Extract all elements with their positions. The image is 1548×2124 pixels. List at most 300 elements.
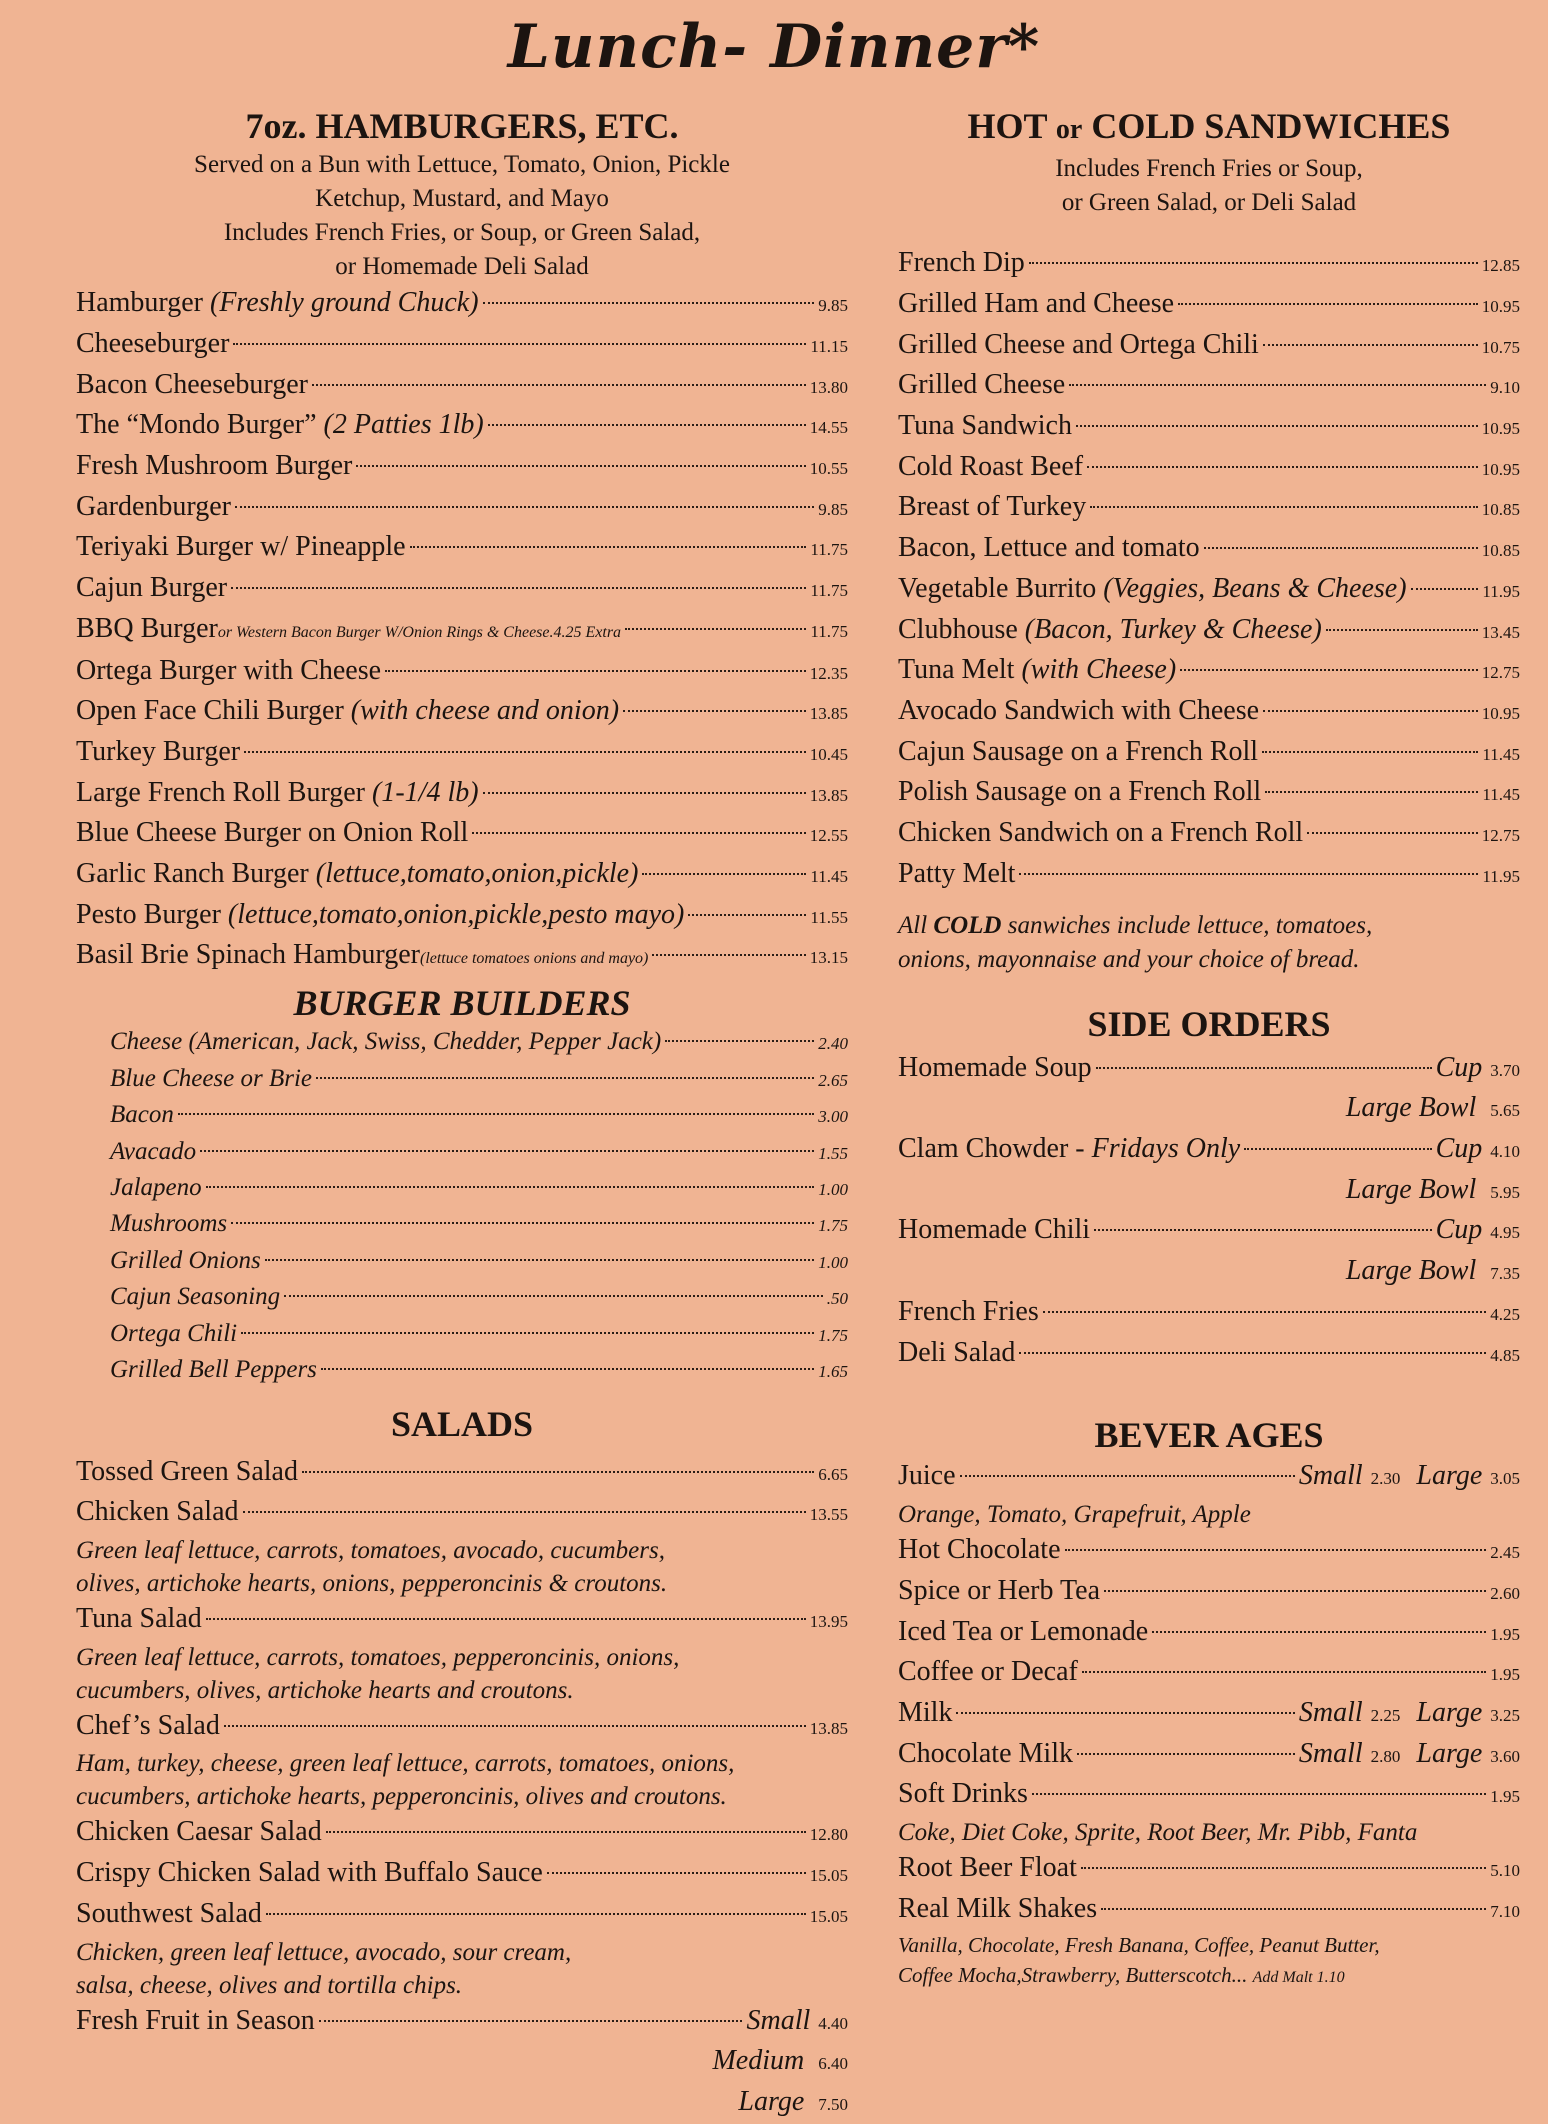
menu-item <box>76 610 848 652</box>
menu-item <box>898 1694 1520 1735</box>
leader-dots <box>483 302 815 304</box>
name-text: Cajun Burger <box>76 572 228 604</box>
leader-dots <box>321 1368 814 1370</box>
menu-item <box>898 692 1520 733</box>
item-note: (Bacon, Turkey & Cheese) <box>1024 613 1322 645</box>
item-name <box>898 448 1083 486</box>
item-price: .50 <box>826 1289 848 1309</box>
cold-sandwich-note <box>898 909 1520 977</box>
item-name <box>898 814 1303 852</box>
size-label: Large <box>1416 1460 1483 1492</box>
item-price: 7.50 <box>818 2094 848 2114</box>
item-note: or Western Bacon Burger W/Onion Rings & Cheese.4.25 Extra <box>217 623 622 641</box>
item-price: 15.05 <box>809 1906 848 1926</box>
item-price: 13.55 <box>809 1505 848 1525</box>
size-label: Large Bowl <box>1345 1092 1477 1124</box>
item-name: Hot Chocolate <box>898 1534 1061 1566</box>
leader-dots <box>385 670 806 672</box>
leader-dots <box>1265 791 1478 793</box>
item-price: 4.10 <box>1490 1142 1520 1162</box>
item-name <box>76 569 227 607</box>
name-text: Ortega Burger with Cheese <box>76 654 382 686</box>
leader-dots <box>200 1150 814 1152</box>
item-price: 10.45 <box>809 744 848 764</box>
leader-dots <box>483 792 806 794</box>
item-price: 1.00 <box>818 1252 848 1272</box>
leader-dots <box>1076 425 1478 427</box>
item-price: 6.65 <box>818 1464 848 1484</box>
intro-line: Includes French Fries or Soup, <box>1055 155 1363 183</box>
name-text: BBQ Burger <box>76 612 218 644</box>
size-label: Cup <box>1435 1214 1483 1246</box>
item-name <box>898 611 1322 649</box>
item-name <box>110 1062 312 1096</box>
menu-item <box>898 814 1520 855</box>
hamburgers-list <box>76 284 848 978</box>
menu-item <box>76 406 848 447</box>
item-price: 10.85 <box>1481 500 1520 520</box>
menu-item <box>898 285 1520 326</box>
item-description: olives, artichoke hearts, onions, pepperoncinis & croutons. <box>76 1569 668 1597</box>
item-price: 3.05 <box>1490 1469 1520 1489</box>
leader-dots <box>1096 1067 1432 1069</box>
item-name <box>110 1098 174 1132</box>
menu-item <box>76 1353 848 1389</box>
size-label: Small <box>1298 1696 1363 1728</box>
item-price: 9.85 <box>818 499 848 519</box>
title-part: or <box>1055 114 1083 145</box>
note-text: COLD <box>933 912 1002 940</box>
leader-dots <box>312 384 806 386</box>
item-price: 5.10 <box>1490 1861 1520 1881</box>
leader-dots <box>244 751 806 753</box>
name-text: Cold Roast Beef <box>898 450 1084 482</box>
salads-title: SALADS <box>390 1404 534 1445</box>
menu-item <box>76 936 848 978</box>
name-text: Tuna Melt <box>898 654 1015 686</box>
size-label: Medium <box>712 2045 805 2077</box>
menu-item <box>76 814 848 855</box>
leader-dots <box>1069 384 1486 386</box>
item-note: (lettuce tomatoes onions and mayo) <box>419 950 649 968</box>
sandwiches-list <box>898 244 1520 895</box>
name-text: Bacon Cheeseburger <box>76 368 308 400</box>
leader-dots <box>1326 629 1478 631</box>
item-description: cucumbers, olives, artichoke hearts and croutons. <box>76 1676 574 1704</box>
note-text: sanwiches include lettuce, tomatoes, <box>1007 912 1373 940</box>
leader-dots <box>243 1511 806 1513</box>
menu-item <box>898 1653 1520 1694</box>
menu-item <box>76 447 848 488</box>
item-description: Green leaf lettuce, carrots, tomatoes, pepperoncinis, onions, <box>76 1643 680 1671</box>
item-price: 15.05 <box>809 1866 848 1886</box>
leader-dots <box>233 343 806 345</box>
name-text: Pesto Burger <box>76 898 221 930</box>
menu-item <box>898 244 1520 285</box>
size-row <box>76 2042 848 2083</box>
item-note: (with Cheese) <box>1021 654 1177 686</box>
item-name <box>76 366 308 404</box>
item-price: 10.55 <box>809 459 848 478</box>
leader-dots <box>241 1332 814 1334</box>
sides-title: SIDE ORDERS <box>1087 1004 1331 1045</box>
name-text: Grilled Bell Peppers <box>110 1355 317 1383</box>
menu-item <box>76 896 848 937</box>
menu-item <box>76 488 848 529</box>
item-price: 5.65 <box>1490 1101 1520 1121</box>
menu-item <box>898 1849 1520 1890</box>
name-text: Turkey Burger <box>76 735 241 767</box>
menu-item <box>898 1613 1520 1654</box>
intro-line: or Green Salad, or Deli Salad <box>1061 189 1357 217</box>
leader-dots <box>956 1712 1294 1714</box>
leader-dots <box>1065 1549 1487 1551</box>
item-price: 13.80 <box>809 377 848 397</box>
leader-dots <box>1077 1753 1295 1755</box>
item-name: Milk <box>898 1696 953 1728</box>
item-note: (2 Patties 1lb) <box>323 409 484 441</box>
item-name <box>898 529 1200 567</box>
item-price: 11.95 <box>1482 866 1520 886</box>
leader-dots <box>1081 1867 1486 1869</box>
item-price: 11.75 <box>810 581 848 601</box>
item-name: Homemade Soup <box>898 1051 1092 1083</box>
leader-dots <box>206 1618 806 1620</box>
size-label: Small <box>746 2004 811 2036</box>
item-name: French Fries <box>898 1295 1039 1327</box>
item-price: 12.55 <box>809 826 848 846</box>
leader-dots <box>319 2020 743 2022</box>
item-price: 3.60 <box>1490 1746 1520 1766</box>
item-note: (lettuce,tomato,onion,pickle) <box>315 858 639 890</box>
item-price: 1.55 <box>818 1143 848 1163</box>
menu-item <box>76 1244 848 1280</box>
item-price: 1.00 <box>818 1179 848 1199</box>
menu-item <box>898 1735 1520 1776</box>
item-description: Orange, Tomato, Grapefruit, Apple <box>898 1501 1251 1529</box>
leader-dots <box>688 914 806 916</box>
menu-item <box>898 366 1520 407</box>
item-price: 1.75 <box>818 1216 848 1236</box>
item-name <box>898 855 1015 893</box>
item-name: Tossed Green Salad <box>76 1455 298 1487</box>
item-name: Chicken Salad <box>76 1496 239 1528</box>
item-name <box>898 733 1258 771</box>
item-price: 12.75 <box>1481 826 1520 846</box>
menu-item <box>898 651 1520 692</box>
leader-dots <box>623 710 806 712</box>
menu-item <box>898 1130 1520 1171</box>
item-price: 2.80 <box>1370 1746 1401 1766</box>
item-name: Homemade Chili <box>898 1214 1091 1246</box>
leader-dots <box>1263 710 1478 712</box>
name-text: Ortega Chili <box>110 1319 238 1347</box>
leader-dots <box>302 1471 814 1473</box>
item-price: 14.55 <box>809 418 848 438</box>
item-price: 7.35 <box>1490 1264 1520 1284</box>
name-text: Cajun Sausage on a French Roll <box>898 735 1259 767</box>
item-price: 6.40 <box>818 2054 848 2074</box>
name-text: The “Mondo Burger” <box>76 409 317 441</box>
menu-item <box>898 1572 1520 1613</box>
leader-dots <box>231 587 806 589</box>
size-label: Cup <box>1435 1051 1483 1083</box>
item-name <box>898 773 1261 811</box>
menu-item <box>898 733 1520 774</box>
item-price: 10.95 <box>1481 459 1520 479</box>
item-name: Chef’s Salad <box>76 1709 220 1741</box>
item-price: 1.95 <box>1490 1624 1520 1644</box>
menu-item <box>76 1135 848 1171</box>
item-price: 1.65 <box>818 1361 848 1381</box>
item-price: 3.25 <box>1490 1705 1520 1725</box>
item-name <box>898 570 1407 608</box>
description-text: Coffee Mocha,Strawberry, Butterscotch <box>898 1963 1232 1988</box>
item-price: 5.95 <box>1490 1182 1520 1202</box>
item-name: Tuna Salad <box>76 1602 202 1634</box>
item-description: Coffee Mocha,Strawberry, Butterscotch... Add Malt 1.10 <box>898 1963 1345 1988</box>
item-price: 11.45 <box>1482 785 1520 805</box>
name-text: Mushrooms <box>110 1210 228 1238</box>
item-price: 7.10 <box>1490 1901 1520 1921</box>
name-text: Grilled Onions <box>110 1246 261 1274</box>
item-price: 2.65 <box>818 1070 848 1090</box>
item-price: 2.25 <box>1370 1705 1401 1725</box>
item-price: 9.10 <box>1490 378 1520 398</box>
item-name: Real Milk Shakes <box>898 1892 1098 1924</box>
item-name <box>76 936 648 978</box>
menu-item <box>898 1775 1520 1816</box>
leader-dots <box>356 465 805 467</box>
beverages-title: BEVER AGES <box>1094 1415 1324 1456</box>
leader-dots <box>1094 1229 1431 1231</box>
item-price: 10.95 <box>1481 419 1520 438</box>
name-text: Cajun Seasoning <box>110 1283 281 1311</box>
intro-line: Served on a Bun with Lettuce, Tomato, Onion, Pickle <box>194 151 730 179</box>
item-name <box>76 610 621 652</box>
name-text: Basil Brie Spinach Hamburger <box>76 939 420 971</box>
item-name <box>898 407 1072 445</box>
leader-dots <box>1090 506 1478 508</box>
page-title: Lunch- Dinner* <box>507 12 1041 82</box>
item-price: 9.85 <box>818 296 848 316</box>
intro-line: Includes French Fries, or Soup, or Green Salad, <box>223 219 701 247</box>
name-text: Blue Cheese Burger on Onion Roll <box>76 817 469 849</box>
menu-item <box>898 611 1520 652</box>
item-name: Chocolate Milk <box>898 1737 1073 1769</box>
name-text: Bacon <box>110 1101 174 1129</box>
item-note: (with cheese and onion) <box>350 695 620 727</box>
name-text: Garlic Ranch Burger <box>76 858 309 890</box>
item-price: 11.15 <box>810 336 848 356</box>
name-text: Clubhouse <box>898 613 1018 645</box>
sandwiches-intro <box>898 152 1520 220</box>
size-row <box>76 2083 848 2124</box>
size-label: Large Bowl <box>1345 1173 1477 1205</box>
leader-dots <box>1043 1311 1486 1313</box>
menu-item <box>76 855 848 896</box>
leader-dots <box>652 954 805 956</box>
menu-item <box>898 1890 1520 1931</box>
menu-item <box>898 326 1520 367</box>
size-row <box>898 1252 1520 1293</box>
item-name: Iced Tea or Lemonade <box>898 1615 1149 1647</box>
item-price: 2.40 <box>818 1034 848 1054</box>
menu-item <box>76 528 848 569</box>
leader-dots <box>1082 1671 1486 1673</box>
leader-dots <box>1032 1793 1486 1795</box>
item-name: Chicken Caesar Salad <box>76 1816 322 1848</box>
item-name: Fresh Fruit in Season <box>76 2004 315 2036</box>
item-price: 13.85 <box>809 785 848 805</box>
menu-item <box>76 1280 848 1316</box>
item-name: Deli Salad <box>898 1336 1016 1368</box>
menu-item <box>76 1707 848 1748</box>
item-name <box>898 285 1174 323</box>
size-row <box>898 1171 1520 1212</box>
menu-item <box>76 692 848 733</box>
salads-list <box>76 1453 848 2124</box>
builders-list <box>76 1025 848 1389</box>
item-name <box>110 1135 196 1169</box>
leader-dots <box>472 832 806 834</box>
menu-item <box>898 773 1520 814</box>
menu-item <box>76 1895 848 1936</box>
leader-dots <box>960 1475 1295 1477</box>
menu-item <box>76 1813 848 1854</box>
beverages-list <box>898 1457 1520 1993</box>
name-text: Patty Melt <box>898 857 1016 889</box>
sides-list <box>898 1049 1520 1375</box>
leader-dots <box>284 1295 823 1297</box>
name-text: Teriyaki Burger w/ Pineapple <box>76 531 406 563</box>
item-price: 4.25 <box>1490 1304 1520 1324</box>
item-note: (lettuce,tomato,onion,pickle,pesto mayo) <box>227 898 685 930</box>
item-price: 11.75 <box>810 540 848 560</box>
menu-item <box>898 1049 1520 1090</box>
item-name <box>110 1280 280 1314</box>
item-price: 10.95 <box>1481 703 1520 723</box>
menu-item <box>76 1207 848 1243</box>
item-price: 11.95 <box>1482 581 1520 601</box>
item-name <box>76 488 231 526</box>
leader-dots <box>224 1725 806 1727</box>
leader-dots <box>326 1831 806 1833</box>
item-note: (1-1/4 lb) <box>372 776 479 808</box>
menu-item <box>76 1062 848 1098</box>
leader-dots <box>1152 1631 1486 1633</box>
name-text: Blue Cheese or Brie <box>110 1064 313 1092</box>
item-name <box>110 1317 237 1351</box>
item-price: 1.75 <box>818 1325 848 1345</box>
item-description: Green leaf lettuce, carrots, tomatoes, avocado, cucumbers, <box>76 1536 665 1564</box>
item-price: 1.95 <box>1490 1787 1520 1807</box>
leader-dots <box>1104 1590 1486 1592</box>
builders-title: BURGER BUILDERS <box>293 983 631 1024</box>
leader-dots <box>1263 344 1478 346</box>
item-name <box>898 1130 1240 1168</box>
leader-dots <box>1180 669 1478 671</box>
menu-item <box>76 284 848 325</box>
leader-dots <box>1262 751 1478 753</box>
leader-dots <box>206 1186 815 1188</box>
item-description: Vanilla, Chocolate, Fresh Banana, Coffee, Peanut Butter, <box>898 1933 1380 1958</box>
item-price: 3.00 <box>818 1107 848 1127</box>
name-text: Grilled Ham and Cheese <box>898 287 1175 319</box>
left-column <box>76 105 848 2124</box>
menu-item <box>898 1531 1520 1572</box>
leader-dots <box>1178 303 1478 305</box>
item-name <box>110 1025 661 1059</box>
item-name: Root Beer Float <box>898 1852 1077 1884</box>
leader-dots <box>231 1222 814 1224</box>
item-name <box>76 733 240 771</box>
item-price: 10.95 <box>1481 296 1520 316</box>
menu-item <box>76 1171 848 1207</box>
name-text: Grilled Cheese and Ortega Chili <box>898 328 1259 360</box>
menu-item <box>76 366 848 407</box>
menu-item <box>76 2002 848 2043</box>
leader-dots <box>266 1913 806 1915</box>
item-price: 11.45 <box>810 867 848 887</box>
item-description: cucumbers, artichoke hearts, pepperoncinis, olives and croutons. <box>76 1783 727 1811</box>
menu-item <box>898 529 1520 570</box>
item-name <box>110 1244 261 1278</box>
item-name: Coffee or Decaf <box>898 1656 1078 1688</box>
item-name <box>76 284 479 322</box>
menu-item <box>76 733 848 774</box>
size-label: Large <box>738 2085 805 2117</box>
item-description: Ham, turkey, cheese, green leaf lettuce, carrots, tomatoes, onions, <box>76 1750 735 1778</box>
item-name <box>110 1353 317 1387</box>
item-name: Juice <box>898 1460 956 1492</box>
leader-dots <box>265 1259 815 1261</box>
sandwiches-title <box>898 105 1520 148</box>
menu-item <box>898 855 1520 896</box>
item-name: Crispy Chicken Salad with Buffalo Sauce <box>76 1857 543 1889</box>
note-text: All <box>898 912 928 940</box>
item-description: Chicken, green leaf lettuce, avocado, sour cream, <box>76 1938 572 1966</box>
leader-dots <box>1244 1148 1431 1150</box>
item-price: 12.85 <box>1481 256 1520 276</box>
leader-dots <box>625 628 806 630</box>
item-name <box>898 651 1176 689</box>
name-text: Avacado <box>110 1137 197 1165</box>
item-price: 2.45 <box>1490 1543 1520 1563</box>
leader-dots <box>1087 466 1478 468</box>
item-name <box>76 692 619 730</box>
item-name <box>76 855 638 893</box>
item-name <box>898 326 1259 364</box>
item-price: 4.85 <box>1490 1345 1520 1365</box>
item-price: 12.80 <box>809 1825 848 1845</box>
leader-dots <box>488 424 806 426</box>
item-price: 13.15 <box>809 948 848 968</box>
menu-item <box>76 1025 848 1061</box>
name-text: Clam Chowder - <box>898 1133 1092 1165</box>
item-name <box>76 447 352 485</box>
name-text: Avocado Sandwich with Cheese <box>898 694 1260 726</box>
leader-dots <box>235 506 814 508</box>
size-row <box>898 1089 1520 1130</box>
name-text: Tuna Sandwich <box>898 410 1072 441</box>
intro-line: Ketchup, Mustard, and Mayo <box>315 185 609 213</box>
hamburgers-title: 7oz. HAMBURGERS, ETC. <box>245 106 679 146</box>
item-name <box>76 325 229 363</box>
menu-item <box>898 488 1520 529</box>
leader-dots <box>1411 588 1479 590</box>
item-price: 10.75 <box>1481 337 1520 357</box>
